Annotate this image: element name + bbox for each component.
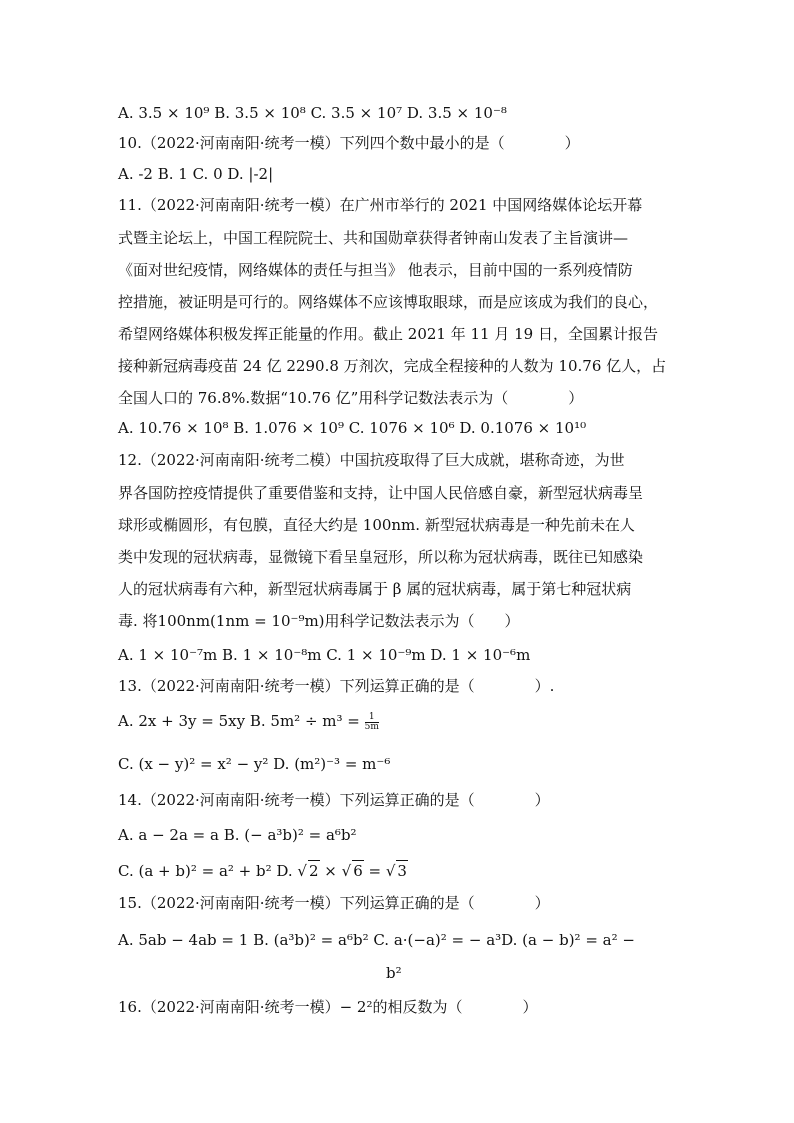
- q14-options-cd: [118, 860, 408, 881]
- q16-stem: 16.（2022·河南南阳·统考一模）− 2²的相反数为（ ）: [118, 998, 538, 1016]
- sqrt-sign: √: [385, 862, 396, 880]
- q14-options-ab: A. a − 2a = a B. (− a³b)² = a⁶b²: [118, 826, 357, 844]
- q11-options: A. 10.76 × 10⁸ B. 1.076 × 10⁹ C. 1076 × 10⁶ D. 0.1076 × 10¹⁰: [118, 419, 587, 437]
- fraction-denominator: 5m: [364, 721, 379, 732]
- equals-sign: =: [363, 862, 386, 880]
- sqrt-radicand-c: 3: [397, 862, 407, 880]
- q10-options: A. -2 B. 1 C. 0 D. |-2|: [118, 165, 274, 183]
- q14-stem: 14.（2022·河南南阳·统考一模）下列运算正确的是（ ）: [118, 791, 550, 809]
- q13-options-ab-text: A. 2x + 3y = 5xy B. 5m² ÷ m³ =: [118, 712, 360, 730]
- fraction-numerator: 1: [365, 713, 379, 723]
- q11-stem-line1: 11.（2022·河南南阳·统考一模）在广州市举行的 2021 中国网络媒体论坛开幕: [118, 196, 643, 214]
- q11-stem-line4: 控措施，被证明是可行的。网络媒体不应该博取眼球，而是应该成为我们的良心，: [118, 293, 659, 311]
- q15-options: A. 5ab − 4ab = 1 B. (a³b)² = a⁶b² C. a·(−a)² = − a³D. (a − b)² = a² −: [118, 931, 635, 949]
- q12-stem-line6: 毒. 将100nm(1nm = 10⁻⁹m)用科学记数法表示为（ ）: [118, 612, 520, 630]
- q10-stem: 10.（2022·河南南阳·统考一模）下列四个数中最小的是（ ）: [118, 134, 580, 152]
- q13-stem: 13.（2022·河南南阳·统考一模）下列运算正确的是（ ）.: [118, 677, 555, 695]
- q9-options: A. 3.5 × 10⁹ B. 3.5 × 10⁸ C. 3.5 × 10⁷ D. 3.5 × 10⁻⁸: [118, 104, 507, 122]
- q13-options-cd: C. (x − y)² = x² − y² D. (m²)⁻³ = m⁻⁶: [118, 755, 391, 773]
- q15-options-wrap: b²: [386, 964, 402, 982]
- q15-stem: 15.（2022·河南南阳·统考一模）下列运算正确的是（ ）: [118, 894, 550, 912]
- q11-stem-line2: 式暨主论坛上，中国工程院院士、共和国勋章获得者钟南山发表了主旨演讲—: [118, 229, 629, 247]
- fraction: [365, 713, 379, 732]
- sqrt-sign: √: [341, 862, 352, 880]
- q12-options: A. 1 × 10⁻⁷m B. 1 × 10⁻⁸m C. 1 × 10⁻⁹m D. 1 × 10⁻⁶m: [118, 646, 531, 664]
- sqrt-sign: √: [297, 862, 307, 880]
- q12-stem-line4: 类中发现的冠状病毒，显微镜下看呈皇冠形，所以称为冠状病毒，既往已知感染: [118, 548, 644, 566]
- q12-stem-line2: 界各国防控疫情提供了重要借鉴和支持，让中国人民倍感自豪，新型冠状病毒呈: [118, 484, 644, 502]
- q14-options-cd-text: C. (a + b)² = a² + b² D.: [118, 862, 298, 880]
- q12-stem-line3: 球形或椭圆形，有包膜，直径大约是 100nm. 新型冠状病毒是一种先前未在人: [118, 516, 635, 534]
- q11-stem-line5: 希望网络媒体积极发挥正能量的作用。截止 2021 年 11 月 19 日，全国累计报告: [118, 325, 658, 343]
- q12-stem-line5: 人的冠状病毒有六种，新型冠状病毒属于 β 属的冠状病毒，属于第七种冠状病: [118, 580, 632, 598]
- sqrt-radicand-b: 6: [353, 862, 363, 880]
- q11-stem-line3: 《面对世纪疫情，网络媒体的责任与担当》 他表示，目前中国的一系列疫情防: [118, 261, 633, 279]
- times-sign: ×: [319, 862, 342, 880]
- q11-stem-line7: 全国人口的 76.8%.数据“10.76 亿”用科学记数法表示为（ ）: [118, 389, 584, 407]
- q12-stem-line1: 12.（2022·河南南阳·统考二模）中国抗疫取得了巨大成就，堪称奇迹，为世: [118, 451, 625, 469]
- sqrt-radicand-a: 2: [308, 862, 319, 880]
- q11-stem-line6: 接种新冠病毒疫苗 24 亿 2290.8 万剂次，完成全程接种的人数为 10.76 亿人，占: [118, 357, 667, 375]
- q13-options-ab: [118, 711, 379, 732]
